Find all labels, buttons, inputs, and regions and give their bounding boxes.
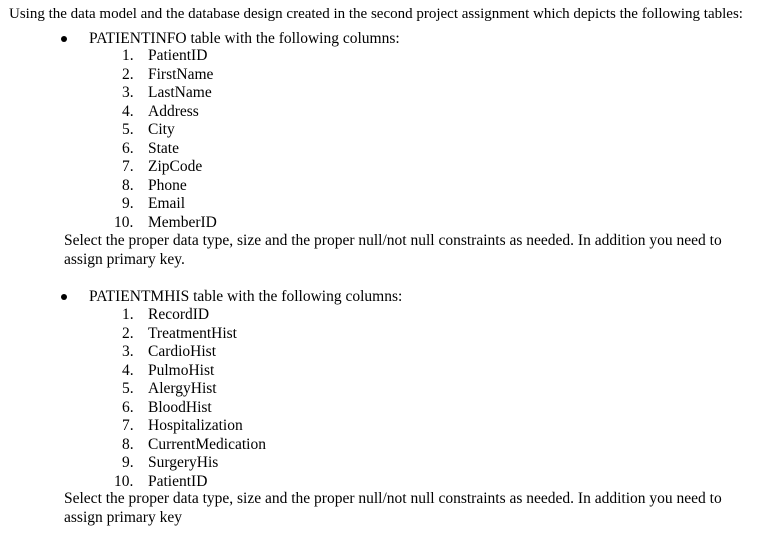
list-item: 9. SurgeryHis bbox=[122, 454, 219, 471]
section-2-heading: PATIENTMHIS table with the following columns: bbox=[89, 288, 403, 305]
section-1-column-list bbox=[114, 47, 217, 232]
list-item: 7. Hospitalization bbox=[122, 417, 243, 434]
list-item: 8. CurrentMedication bbox=[122, 435, 266, 453]
list-item: 9. Email bbox=[122, 195, 186, 212]
section-2-instruction: Select the proper data type, size and the proper null/not null constraints as needed. In addition you need to assign primary key bbox=[64, 490, 722, 526]
list-item: 5. City bbox=[122, 121, 175, 138]
list-item: 4. PulmoHist bbox=[122, 361, 215, 379]
list-item: 7. ZipCode bbox=[122, 158, 203, 175]
section-1-instruction: Select the proper data type, size and the proper null/not null constraints as needed. In addition you need to assign primary key. bbox=[64, 232, 722, 268]
section-1-heading: PATIENTINFO table with the following columns: bbox=[89, 30, 400, 47]
list-item: 6. BloodHist bbox=[122, 398, 212, 416]
list-item: 4. Address bbox=[122, 102, 199, 120]
list-item: 1. PatientID bbox=[122, 47, 208, 64]
bullet-dot-icon bbox=[61, 294, 67, 300]
list-item: 10. MemberID bbox=[114, 213, 217, 231]
section-2-column-list bbox=[114, 306, 266, 491]
list-item: 6. State bbox=[122, 139, 179, 157]
bullet-dot-icon bbox=[61, 36, 67, 42]
list-item: 2. TreatmentHist bbox=[122, 324, 237, 342]
list-item: 5. AlergyHist bbox=[122, 380, 217, 397]
list-item: 3. CardioHist bbox=[122, 343, 217, 360]
list-item: 3. LastName bbox=[122, 84, 212, 101]
intro-text: Using the data model and the database design created in the second project assignment which depicts the following tables: bbox=[9, 6, 743, 22]
list-item: 2. FirstName bbox=[122, 65, 214, 83]
list-item: 8. Phone bbox=[122, 176, 187, 194]
list-item: 10. PatientID bbox=[114, 472, 208, 490]
list-item: 1. RecordID bbox=[122, 306, 210, 323]
